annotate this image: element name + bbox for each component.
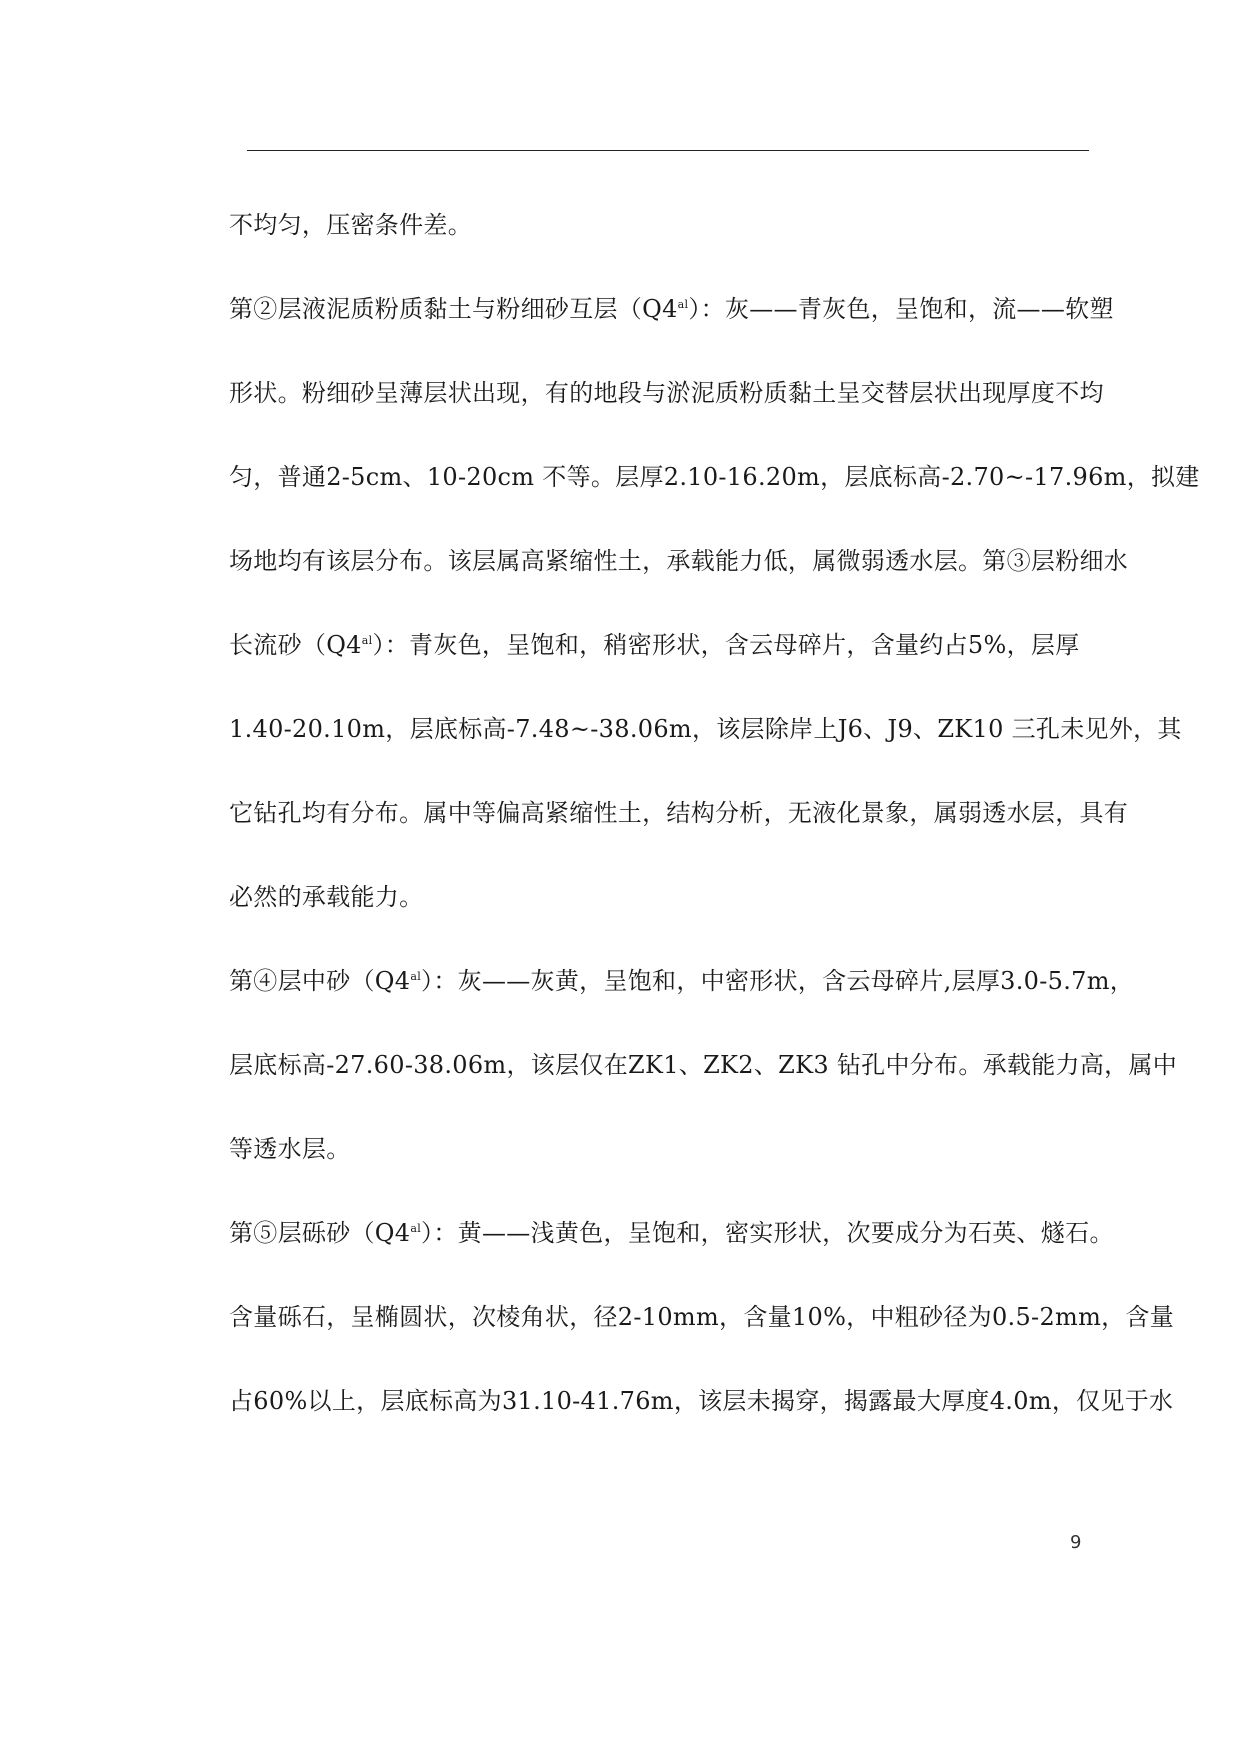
sup-al: al (361, 634, 373, 647)
text-line-3: 形状。粉细砂呈薄层状出现，有的地段与淤泥质粉质黏土呈交替层状出现厚度不均 (229, 379, 1104, 407)
text-line-13 (229, 1208, 1114, 1292)
text-line-12: 等透水层。 (229, 1135, 351, 1163)
page-number: 9 (1070, 1532, 1082, 1553)
text-line-15: 占60%以上，层底标高为31.10-41.76m，该层未揭穿，揭露最大厚度4.0m，仅见于水 (229, 1387, 1174, 1415)
document-body (229, 200, 1200, 1460)
text-line-6 (229, 620, 1109, 704)
text-line-2-end: ）：灰——青灰色，呈饱和，流——软塑 (688, 295, 1114, 323)
text-line-13-end: ）：黄——浅黄色，呈饱和，密实形状，次要成分为石英、燧石。 (421, 1219, 1114, 1247)
text-line-10-start: 第④层中砂（Q4 (229, 967, 411, 995)
sup-al: al (410, 970, 422, 983)
text-line-10 (229, 956, 1135, 1040)
text-line-2-start: 第②层液泥质粉质黏土与粉细砂互层（Q4 (229, 295, 678, 323)
header-rule (247, 150, 1089, 151)
sup-al: al (410, 1222, 422, 1235)
sup-al: al (677, 298, 689, 311)
text-line-11: 层底标高-27.60-38.06m，该层仅在ZK1、ZK2、ZK3 钻孔中分布。承载能力高，属中 (229, 1051, 1178, 1079)
text-line-14: 含量砾石，呈椭圆状，次棱角状，径2-10mm，含量10%，中粗砂径为0.5-2mm，含量 (229, 1303, 1175, 1331)
text-line-13-start: 第⑤层砾砂（Q4 (229, 1219, 411, 1247)
text-line-6-start: 长流砂（Q4 (229, 631, 362, 659)
text-line-2 (229, 284, 1114, 368)
text-line-10-end: ）：灰——灰黄，呈饱和，中密形状，含云母碎片,层厚3.0-5.7m， (421, 967, 1135, 995)
text-line-5: 场地均有该层分布。该层属高紧缩性土，承载能力低，属微弱透水层。第③层粉细水 (229, 547, 1129, 575)
text-line-6-end: ）：青灰色，呈饱和，稍密形状，含云母碎片，含量约占5%，层厚 (372, 631, 1080, 659)
text-line-9: 必然的承载能力。 (229, 883, 424, 911)
text-line-7: 1.40-20.10m，层底标高-7.48~-38.06m，该层除岸上J6、J9、ZK10 三孔未见外，其 (229, 715, 1182, 743)
text-line-8: 它钻孔均有分布。属中等偏高紧缩性土，结构分析，无液化景象，属弱透水层，具有 (229, 799, 1129, 827)
text-line-4: 匀，普通2-5cm、10-20cm 不等。层厚2.10-16.20m，层底标高-2.70~-17.96m，拟建 (229, 463, 1200, 491)
text-line-1: 不均匀，压密条件差。 (229, 211, 472, 239)
